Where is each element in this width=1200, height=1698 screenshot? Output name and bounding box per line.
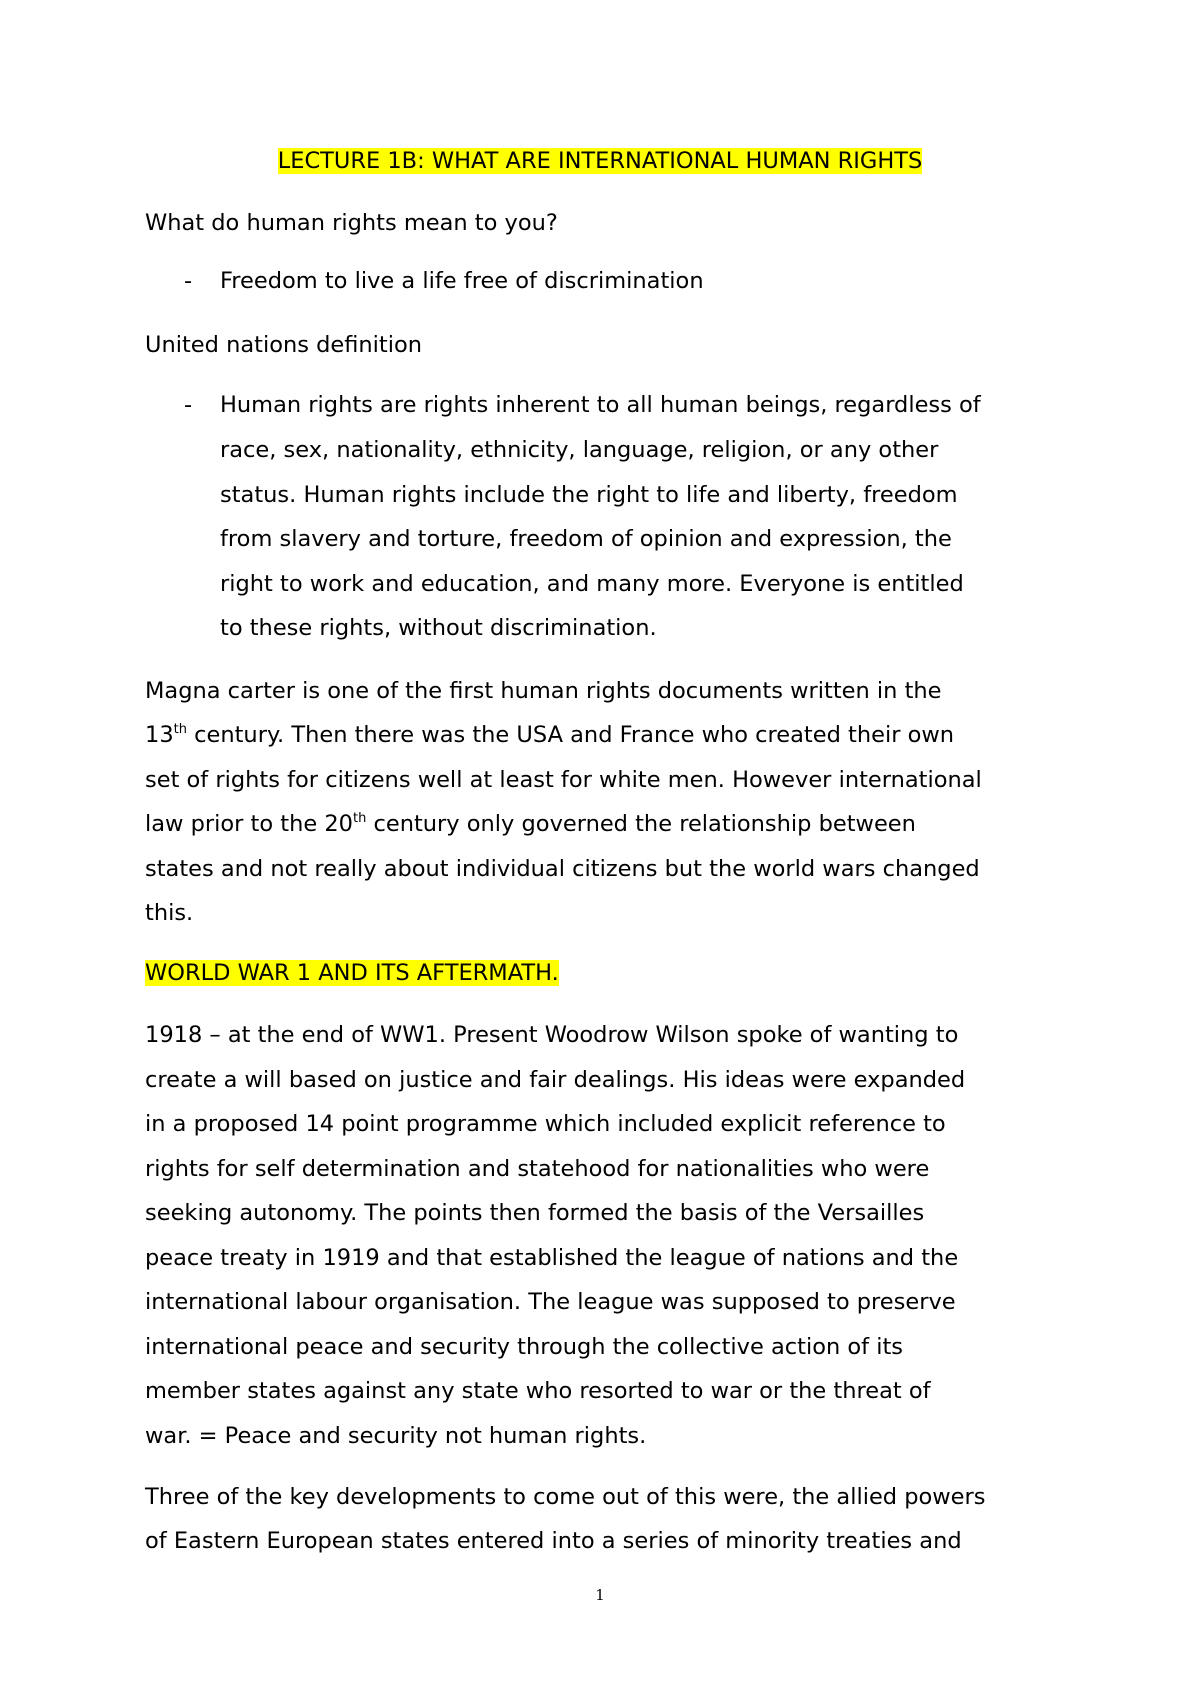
magna-paragraph-line: this. bbox=[145, 900, 194, 926]
un-definition-line: race, sex, nationality, ethnicity, language, religion, or any other bbox=[220, 437, 939, 463]
page-title: LECTURE 1B: WHAT ARE INTERNATIONAL HUMAN RIGHTS bbox=[277, 148, 923, 174]
bullet-dash: - bbox=[184, 268, 193, 294]
un-definition-line: to these rights, without discrimination. bbox=[220, 615, 657, 641]
developments-paragraph-line: Three of the key developments to come out of this were, the allied powers bbox=[145, 1484, 986, 1510]
ww1-heading: WORLD WAR 1 AND ITS AFTERMATH. bbox=[145, 960, 559, 986]
ww1-paragraph-line: war. = Peace and security not human rights. bbox=[145, 1423, 647, 1449]
magna-paragraph-line: set of rights for citizens well at least for white men. However international bbox=[145, 767, 982, 793]
page-number: 1 bbox=[595, 1586, 605, 1604]
title-line bbox=[0, 146, 1200, 176]
magna-paragraph-line: Magna carter is one of the first human rights documents written in the bbox=[145, 678, 942, 704]
ww1-paragraph-line: create a will based on justice and fair dealings. His ideas were expanded bbox=[145, 1067, 966, 1093]
un-heading: United nations definition bbox=[145, 332, 423, 358]
un-definition-line: from slavery and torture, freedom of opinion and expression, the bbox=[220, 526, 952, 552]
un-definition-line: Human rights are rights inherent to all human beings, regardless of bbox=[220, 392, 981, 418]
ww1-paragraph-line: international peace and security through the collective action of its bbox=[145, 1334, 904, 1360]
answer-bullet-text: Freedom to live a life free of discrimination bbox=[220, 268, 704, 294]
ww1-heading-line bbox=[145, 958, 559, 988]
ww1-paragraph-line: peace treaty in 1919 and that established the league of nations and the bbox=[145, 1245, 959, 1271]
un-definition-line: status. Human rights include the right to life and liberty, freedom bbox=[220, 482, 958, 508]
question-text: What do human rights mean to you? bbox=[145, 210, 558, 236]
magna-paragraph-line: law prior to the 20th century only governed the relationship between bbox=[145, 811, 916, 837]
magna-paragraph-line: 13th century. Then there was the USA and France who created their own bbox=[145, 722, 955, 748]
magna-paragraph-line: states and not really about individual citizens but the world wars changed bbox=[145, 856, 980, 882]
ww1-paragraph-line: seeking autonomy. The points then formed the basis of the Versailles bbox=[145, 1200, 925, 1226]
ww1-paragraph-line: member states against any state who resorted to war or the threat of bbox=[145, 1378, 931, 1404]
un-definition-line: right to work and education, and many more. Everyone is entitled bbox=[220, 571, 964, 597]
ww1-paragraph-line: in a proposed 14 point programme which included explicit reference to bbox=[145, 1111, 946, 1137]
ww1-paragraph-line: rights for self determination and statehood for nationalities who were bbox=[145, 1156, 930, 1182]
developments-paragraph-line: of Eastern European states entered into a series of minority treaties and bbox=[145, 1528, 962, 1554]
ww1-paragraph-line: international labour organisation. The league was supposed to preserve bbox=[145, 1289, 956, 1315]
ww1-paragraph-line: 1918 – at the end of WW1. Present Woodrow Wilson spoke of wanting to bbox=[145, 1022, 959, 1048]
bullet-dash: - bbox=[184, 392, 193, 418]
